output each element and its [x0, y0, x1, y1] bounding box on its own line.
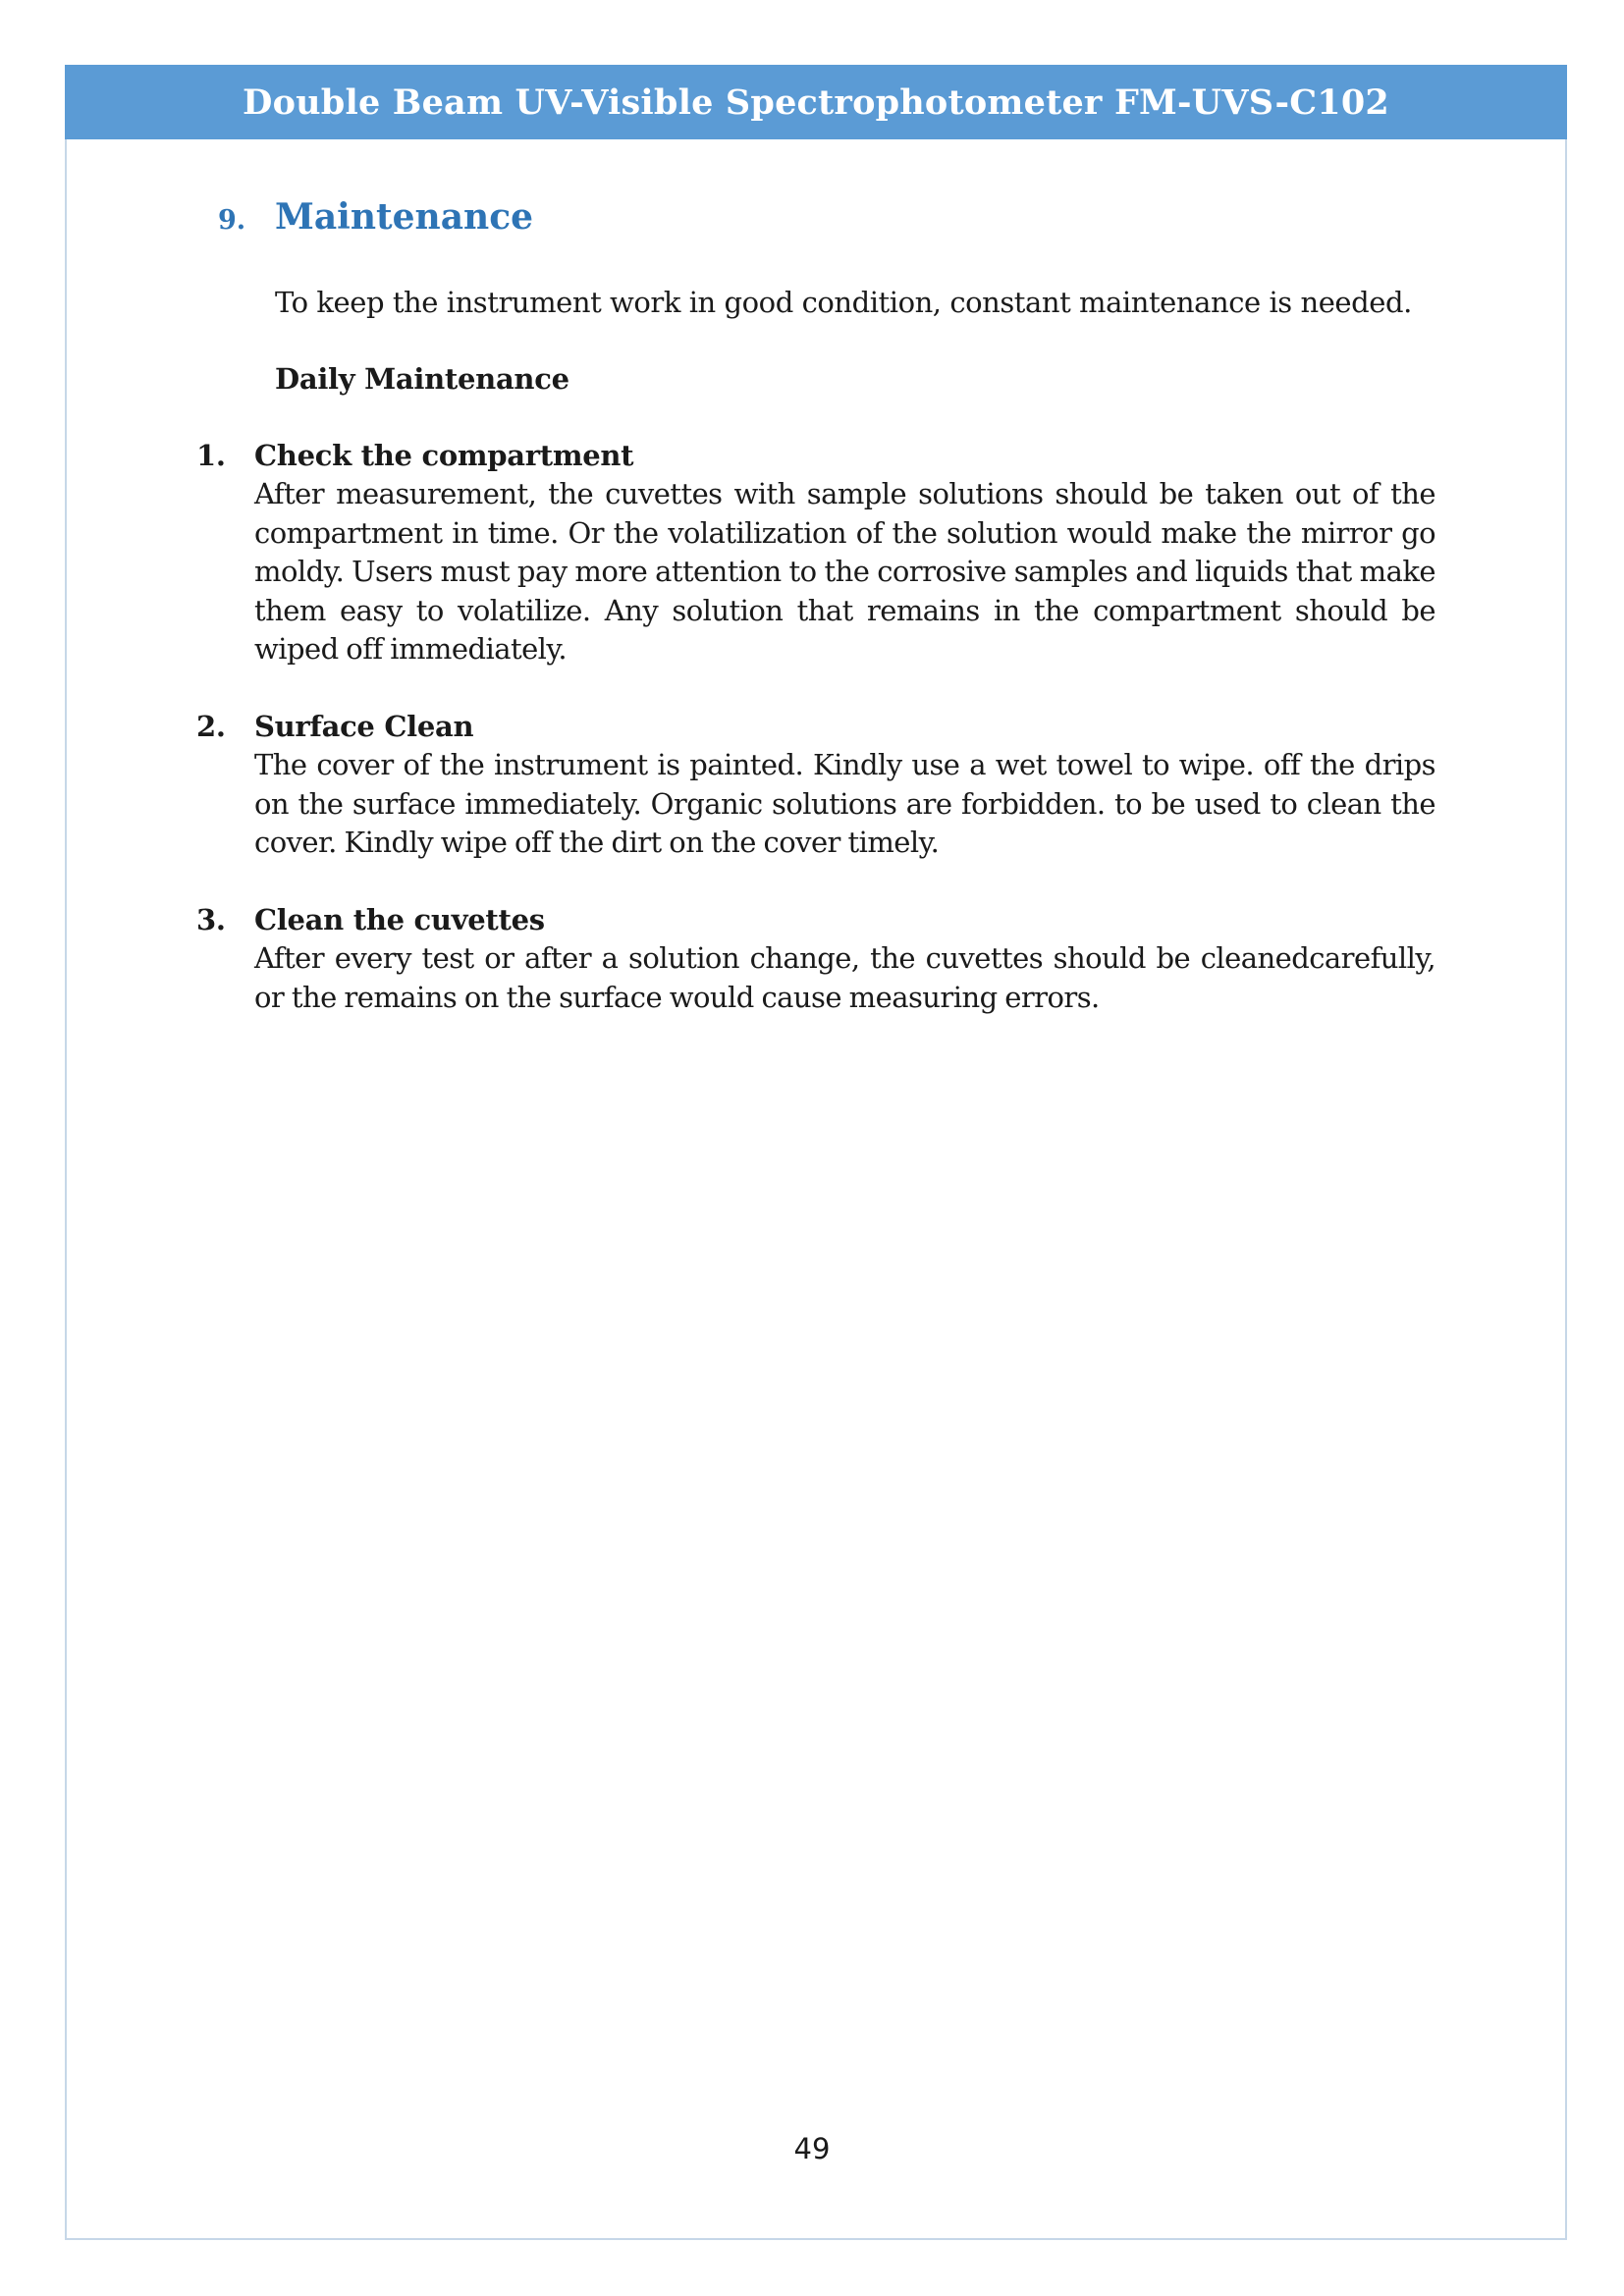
list-item-heading	[196, 436, 1435, 475]
document-title: Double Beam UV-Visible Spectrophotometer FM-UVS-C102	[243, 81, 1389, 123]
list-item-body: After measurement, the cuvettes with sample solutions should be taken out of the compartment in time. Or the volatilization of the solution would make the mirror go moldy. Users must pay more attention to the corrosive samples and liquids that make them easy to volatilize. Any solution that remains in the compartment should be wiped off immediately.	[254, 477, 1435, 666]
list-item-title: Clean the cuvettes	[254, 903, 545, 936]
list-item-title: Check the compartment	[254, 439, 634, 472]
list-item-heading	[196, 900, 1435, 939]
list-item-body: The cover of the instrument is painted. Kindly use a wet towel to wipe. off the drips on the surface immediately. Organic solutions are forbidden. to be used to clean the cover. Kindly wipe off the dirt on the cover timely.	[254, 748, 1435, 859]
list-item-check-compartment	[196, 436, 1435, 669]
list-item-title: Surface Clean	[254, 710, 474, 743]
subheading-daily-maintenance: Daily Maintenance	[275, 362, 569, 396]
section-number: 9.	[218, 205, 246, 236]
document-header	[65, 65, 1567, 139]
list-item-number: 3.	[196, 903, 226, 936]
list-item-body: After every test or after a solution change, the cuvettes should be cleanedcarefully, or the remains on the surface would cause measuring errors.	[254, 941, 1435, 1014]
section-heading	[218, 196, 533, 238]
list-item-heading	[196, 707, 1435, 746]
list-item-number: 2.	[196, 710, 226, 743]
section-title: Maintenance	[275, 196, 534, 238]
list-item-number: 1.	[196, 439, 226, 472]
list-item-surface-clean	[196, 707, 1435, 863]
page-number: 49	[793, 2132, 831, 2165]
list-item-clean-cuvettes	[196, 900, 1435, 1017]
section-intro: To keep the instrument work in good condition, constant maintenance is needed.	[275, 286, 1412, 319]
